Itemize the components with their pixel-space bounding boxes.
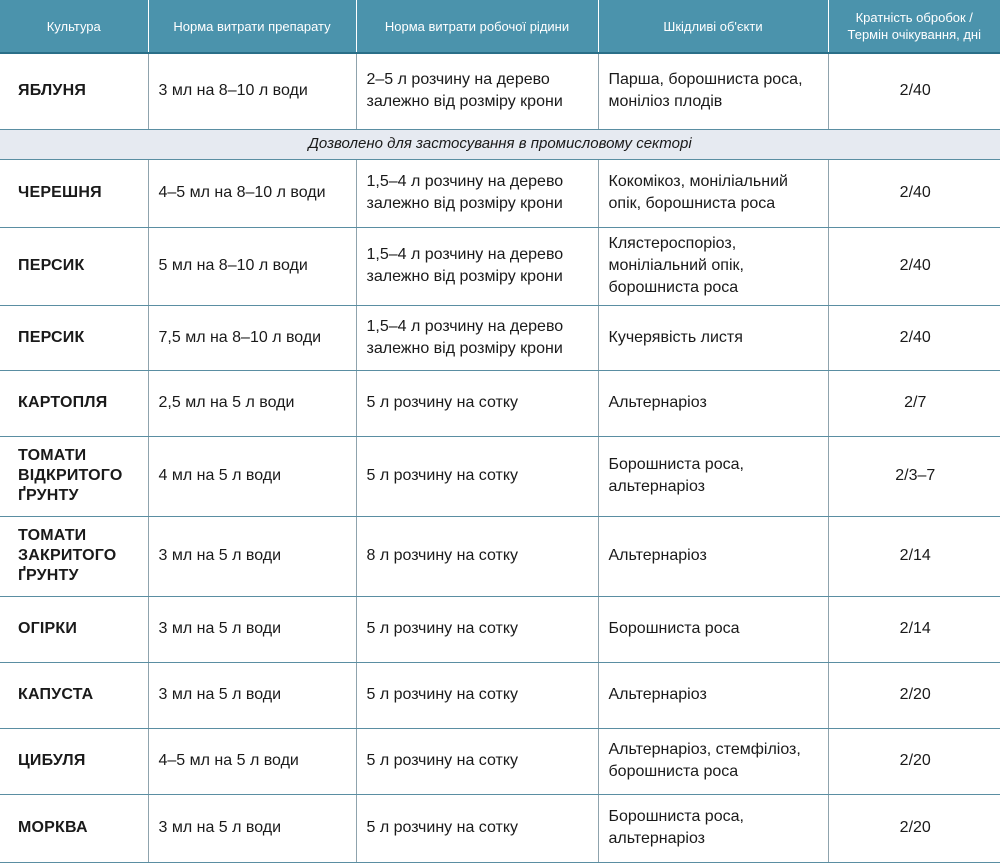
- targets-cell: Кучерявість листя: [598, 305, 828, 370]
- targets-cell: Парша, борошниста роса, моніліоз плодів: [598, 53, 828, 129]
- culture-cell: ПЕРСИК: [0, 227, 148, 305]
- targets-cell: Кокомікоз, моніліальний опік, борошниста роса: [598, 159, 828, 227]
- table-row: [0, 227, 1000, 305]
- frequency-cell: 2/14: [828, 596, 1000, 662]
- targets-cell: Борошниста роса, альтернаріоз: [598, 436, 828, 516]
- culture-cell: ТОМАТИ ЗАКРИТОГО ҐРУНТУ: [0, 516, 148, 596]
- table-row: [0, 436, 1000, 516]
- frequency-cell: 2/7: [828, 370, 1000, 436]
- header-frequency-line2: Термін очікування, дні: [847, 27, 981, 42]
- liquid-cell: 1,5–4 л розчину на дерево залежно від розміру крони: [356, 159, 598, 227]
- culture-cell: ПЕРСИК: [0, 305, 148, 370]
- targets-cell: Борошниста роса: [598, 596, 828, 662]
- table-row: [0, 159, 1000, 227]
- targets-cell: Клястероспоріоз, моніліальний опік, борошниста роса: [598, 227, 828, 305]
- table-row: [0, 728, 1000, 794]
- table-row: [0, 596, 1000, 662]
- rate-cell: 3 мл на 5 л води: [148, 516, 356, 596]
- rate-cell: 3 мл на 5 л води: [148, 794, 356, 862]
- liquid-cell: 5 л розчину на сотку: [356, 728, 598, 794]
- culture-cell: ЦИБУЛЯ: [0, 728, 148, 794]
- liquid-cell: 5 л розчину на сотку: [356, 662, 598, 728]
- liquid-cell: 5 л розчину на сотку: [356, 370, 598, 436]
- targets-cell: Альтернаріоз, стемфіліоз, борошниста роса: [598, 728, 828, 794]
- liquid-cell: 1,5–4 л розчину на дерево залежно від розміру крони: [356, 305, 598, 370]
- frequency-cell: 2/40: [828, 53, 1000, 129]
- rate-cell: 3 мл на 8–10 л води: [148, 53, 356, 129]
- header-rate-product: Норма витрати препарату: [148, 0, 356, 53]
- culture-cell: КАПУСТА: [0, 662, 148, 728]
- rate-cell: 4–5 мл на 5 л води: [148, 728, 356, 794]
- culture-cell: ОГІРКИ: [0, 596, 148, 662]
- frequency-cell: 2/14: [828, 516, 1000, 596]
- liquid-cell: 8 л розчину на сотку: [356, 516, 598, 596]
- frequency-cell: 2/20: [828, 728, 1000, 794]
- header-frequency-line1: Кратність обробок /: [855, 10, 973, 25]
- header-frequency: [828, 0, 1000, 53]
- rate-cell: 7,5 мл на 8–10 л води: [148, 305, 356, 370]
- targets-cell: Борошниста роса, альтернаріоз: [598, 794, 828, 862]
- culture-cell: ТОМАТИ ВІДКРИТОГО ҐРУНТУ: [0, 436, 148, 516]
- table-row: [0, 794, 1000, 862]
- culture-cell: МОРКВА: [0, 794, 148, 862]
- frequency-cell: 2/40: [828, 305, 1000, 370]
- rate-cell: 4 мл на 5 л води: [148, 436, 356, 516]
- table-row: [0, 53, 1000, 129]
- frequency-cell: 2/3–7: [828, 436, 1000, 516]
- frequency-cell: 2/20: [828, 662, 1000, 728]
- table-row: [0, 305, 1000, 370]
- liquid-cell: 2–5 л розчину на дерево залежно від розміру крони: [356, 53, 598, 129]
- culture-cell: КАРТОПЛЯ: [0, 370, 148, 436]
- frequency-cell: 2/20: [828, 794, 1000, 862]
- frequency-cell: 2/40: [828, 227, 1000, 305]
- rate-cell: 3 мл на 5 л води: [148, 596, 356, 662]
- liquid-cell: 5 л розчину на сотку: [356, 436, 598, 516]
- rate-cell: 3 мл на 5 л води: [148, 662, 356, 728]
- table-row: [0, 370, 1000, 436]
- liquid-cell: 5 л розчину на сотку: [356, 596, 598, 662]
- rate-cell: 4–5 мл на 8–10 л води: [148, 159, 356, 227]
- header-rate-liquid: Норма витрати робочої рідини: [356, 0, 598, 53]
- rate-cell: 2,5 мл на 5 л води: [148, 370, 356, 436]
- table-row: [0, 516, 1000, 596]
- header-targets: Шкідливі об'єкти: [598, 0, 828, 53]
- targets-cell: Альтернаріоз: [598, 662, 828, 728]
- note-row: [0, 129, 1000, 159]
- culture-cell: ЧЕРЕШНЯ: [0, 159, 148, 227]
- liquid-cell: 1,5–4 л розчину на дерево залежно від розміру крони: [356, 227, 598, 305]
- table-header: [0, 0, 1000, 53]
- header-culture: Культура: [0, 0, 148, 53]
- rate-cell: 5 мл на 8–10 л води: [148, 227, 356, 305]
- header-row: [0, 0, 1000, 53]
- table-row: [0, 662, 1000, 728]
- table-body: [0, 53, 1000, 862]
- note-text: Дозволено для застосування в промисловому секторі: [0, 129, 1000, 159]
- frequency-cell: 2/40: [828, 159, 1000, 227]
- targets-cell: Альтернаріоз: [598, 370, 828, 436]
- liquid-cell: 5 л розчину на сотку: [356, 794, 598, 862]
- targets-cell: Альтернаріоз: [598, 516, 828, 596]
- culture-cell: ЯБЛУНЯ: [0, 53, 148, 129]
